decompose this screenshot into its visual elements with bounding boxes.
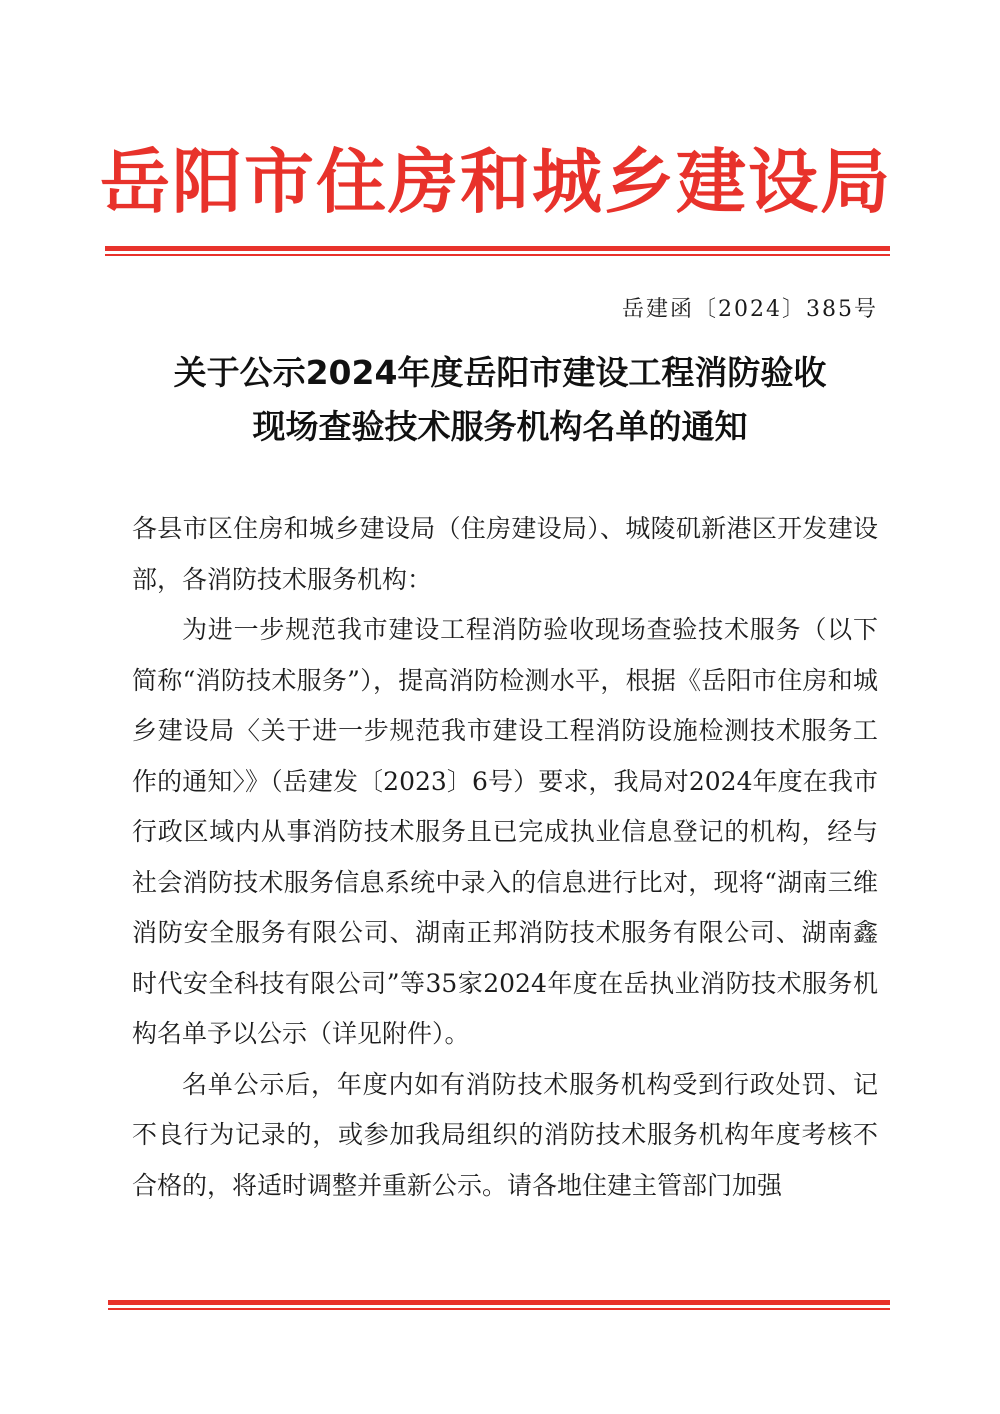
footer-thin-line [108, 1308, 890, 1310]
footer-divider [108, 1300, 890, 1314]
title-line-1: 关于公示2024年度岳阳市建设工程消防验收 [173, 353, 827, 392]
body-paragraph-1: 为进一步规范我市建设工程消防验收现场查验技术服务（以下简称“消防技术服务”），提高消防检测水平，根据《岳阳市住房和城乡建设局〈关于进一步规范我市建设工程消防设施检测技术服务工作的通知〉》（岳建发〔2023〕6号）要求，我局对2024年度在我市行政区域内从事消防技术服务且已完成执业信息登记的机构，经与社会消防技术服务信息系统中录入的信息进行比对，现将“湖南三维消防安全服务有限公司、湖南正邦消防技术服务有限公司、湖南鑫时代安全科技有限公司”等35家2024年度在岳执业消防技术服务机构名单予以公示（详见附件）。 [132, 615, 878, 1048]
body-paragraph-2: 名单公示后，年度内如有消防技术服务机构受到行政处罚、记不良行为记录的，或参加我局组织的消防技术服务机构年度考核不合格的，将适时调整并重新公示。请各地住建主管部门加强 [132, 1069, 878, 1200]
masthead-title: 岳阳市住房和城乡建设局 [100, 141, 892, 223]
document-body [132, 504, 878, 1211]
document-number: 岳建函〔2024〕385号 [622, 297, 878, 322]
document-title [110, 346, 890, 454]
masthead-divider [105, 246, 890, 260]
title-line-2: 现场查验技术服务机构名单的通知 [252, 407, 748, 446]
footer-thick-line [108, 1300, 890, 1305]
salutation: 各县市区住房和城乡建设局（住房建设局）、城陵矶新港区开发建设部，各消防技术服务机构： [132, 514, 878, 594]
divider-thin-line [105, 254, 890, 256]
divider-thick-line [105, 246, 890, 251]
